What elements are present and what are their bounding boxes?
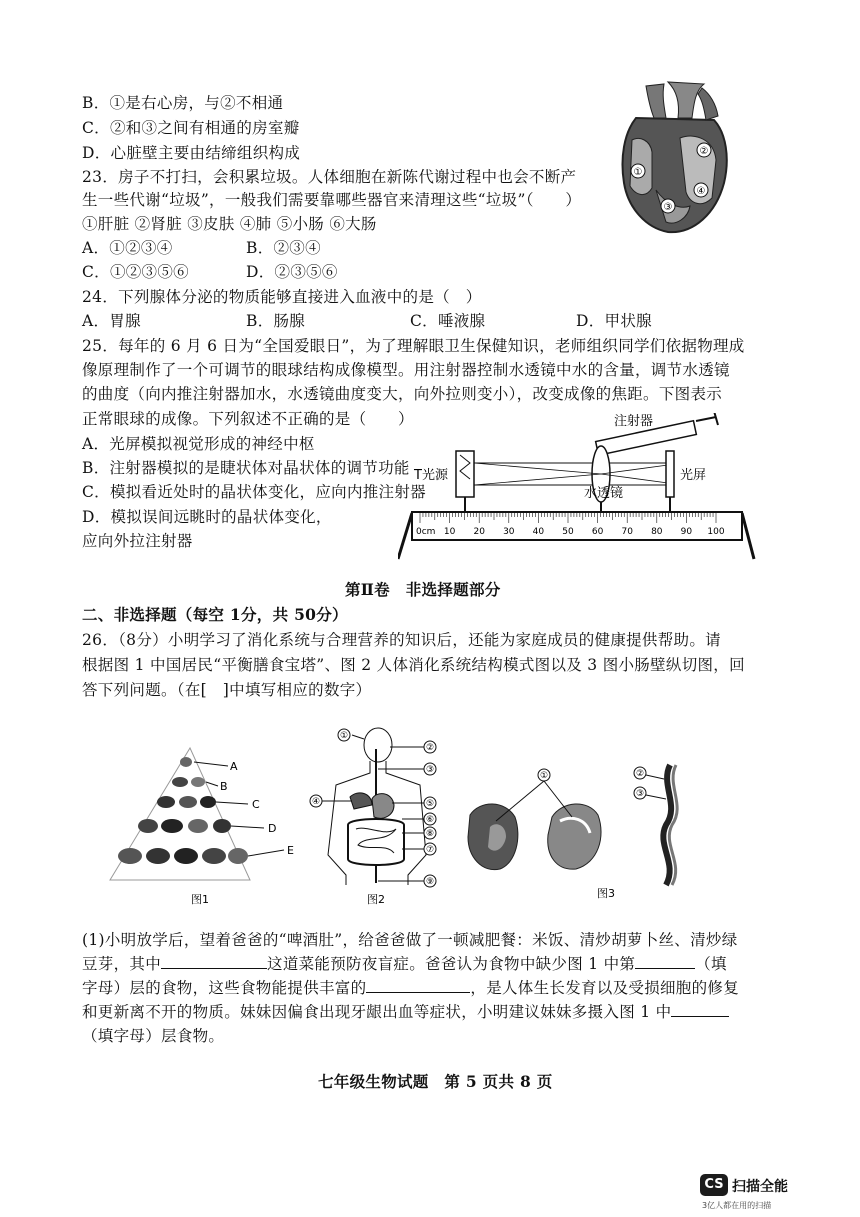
- ruler-label: 90: [680, 527, 693, 537]
- q26-sub1-line3-part2: ，是人体生长发育以及受损细胞的修复: [470, 979, 740, 997]
- q23-option-a: A．①②③④: [82, 239, 173, 257]
- intestine-wall-figure: [460, 745, 710, 910]
- q23-option-c: C．①②③⑤⑥: [82, 263, 189, 281]
- q25-option-d-line2: 应向外拉注射器: [82, 532, 193, 550]
- q22-option-c: C．②和③之间有相通的房室瓣: [82, 119, 300, 137]
- q22-option-d: D．心脏壁主要由结缔组织构成: [82, 144, 301, 162]
- pyramid-label-c: C: [252, 798, 260, 811]
- heart-label-1: ①: [633, 167, 643, 178]
- scanner-app-tagline: 3亿人都在用的扫描: [702, 1201, 772, 1210]
- scanner-logo-badge: CS: [700, 1174, 728, 1196]
- scanner-app-name: 扫描全能: [732, 1179, 788, 1195]
- fig2-label-6: ⑥: [425, 815, 435, 825]
- q22-option-b: B．①是右心房，与②不相通: [82, 94, 284, 112]
- fig2-label-9: ⑨: [425, 877, 435, 887]
- fig1-caption: 图1: [191, 893, 209, 906]
- q26-sub1-line4: [82, 1002, 729, 1022]
- pyramid-label-b: B: [220, 780, 228, 793]
- fig3-caption: 图3: [597, 887, 615, 900]
- q26-sub1-line1: (1)小明放学后，望着爸爸的“啤酒肚”，给爸爸做了一顿减肥餐：米饭、清炒胡萝卜丝、清炒绿: [82, 931, 738, 949]
- q26-stem-line3: 答下列问题。（在[ ]中填写相应的数字）: [82, 681, 372, 699]
- q23-option-d: D．②③⑤⑥: [246, 263, 338, 281]
- fig2-label-2: ②: [425, 743, 435, 753]
- q23-stem-line2: 生一些代谢“垃圾”，一般我们需要靠哪些器官来清理这些“垃圾”（ ）: [82, 191, 582, 209]
- ruler-label: 80: [651, 527, 663, 537]
- ruler-label: 40: [532, 527, 545, 537]
- eye-model-figure: [398, 413, 756, 561]
- q26-sub1-line3-part1: 字母）层的食物，这些食物能提供丰富的: [82, 979, 367, 997]
- ruler-label: 100: [707, 527, 725, 537]
- fig2-label-5: ⑤: [425, 799, 435, 809]
- q23-option-b: B．②③④: [246, 239, 321, 257]
- answer-blank-layer[interactable]: [635, 954, 695, 969]
- fig2-label-3: ③: [425, 765, 435, 775]
- section2-heading: 二、非选择题（每空 1分，共 50分）: [82, 605, 348, 624]
- ruler-label: 20: [473, 527, 485, 537]
- pyramid-label-e: E: [287, 844, 294, 857]
- food-pyramid-figure: [100, 740, 310, 910]
- pyramid-label-a: A: [230, 760, 238, 773]
- q24-option-d: D．甲状腺: [576, 312, 652, 330]
- answer-blank-vegetable[interactable]: [161, 954, 267, 969]
- q24-option-a: A．胃腺: [82, 312, 141, 330]
- fig2-label-4: ④: [311, 797, 321, 807]
- q26-stem-line1: 26．（8分）小明学习了消化系统与合理营养的知识后，还能为家庭成员的健康提供帮助。请: [82, 631, 721, 649]
- q25-option-d-line1: D．模拟误间远眺时的晶状体变化，: [82, 508, 332, 526]
- heart-label-2: ②: [699, 146, 709, 157]
- q25-option-a: A．光屏模拟视觉形成的神经中枢: [82, 435, 315, 453]
- answer-blank-layer-2[interactable]: [671, 1002, 729, 1017]
- fig3-label-1-left: ①: [539, 771, 549, 781]
- q25-stem-line1: 25．每年的 6 月 6 日为“全国爱眼日”，为了理解眼卫生保健知识，老师组织同学们依据物理成: [82, 337, 745, 355]
- pyramid-label-d: D: [268, 822, 277, 835]
- q23-items: ①肝脏 ②肾脏 ③皮肤 ④肺 ⑤小肠 ⑥大肠: [82, 215, 377, 233]
- syringe-label: 注射器: [614, 414, 654, 429]
- q26-sub1-line2-part1: 豆芽，其中: [82, 955, 162, 973]
- heart-figure: [606, 78, 732, 236]
- answer-blank-nutrient[interactable]: [366, 978, 470, 993]
- q25-option-b: B．注射器模拟的是睫状体对晶状体的调节功能: [82, 459, 410, 477]
- q26-sub1-line2-part3: （填: [695, 955, 727, 973]
- ruler-label: 0cm: [416, 527, 436, 537]
- digestive-system-figure: [306, 725, 446, 910]
- water-lens-label: 水透镜: [584, 486, 624, 501]
- page-footer: 七年级生物试题 第 5 页共 8 页: [318, 1072, 553, 1091]
- q24-option-c: C．唾液腺: [410, 312, 486, 330]
- fig2-label-1: ①: [339, 731, 349, 741]
- section2-title: 第Ⅱ卷 非选择题部分: [345, 580, 501, 599]
- q23-stem-line1: 23．房子不打扫，会积累垃圾。人体细胞在新陈代谢过程中也会不断产: [82, 168, 577, 186]
- fig3-label-2: ②: [635, 769, 645, 779]
- q24-stem: 24．下列腺体分泌的物质能够直接进入血液中的是（ ）: [82, 288, 482, 306]
- heart-label-3: ③: [663, 202, 673, 213]
- fig3-label-3: ③: [635, 789, 645, 799]
- q26-sub1-line4-text: 和更新离不开的物质。妹妹因偏食出现牙龈出血等症状，小明建议妹妹多摄入图 1 中: [82, 1003, 672, 1021]
- q25-stem-line2: 像原理制作了一个可调节的眼球结构成像模型。用注射器控制水透镜中水的含量，调节水透镜: [82, 361, 730, 379]
- q25-stem-line3: 的曲度（向内推注射器加水，水透镜曲度变大，向外拉则变小），改变成像的焦距。下图表示: [82, 385, 723, 403]
- q26-sub1-line2: [82, 954, 727, 974]
- q26-sub1-line2-part2: 这道菜能预防夜盲症。爸爸认为食物中缺少图 1 中第: [267, 955, 636, 973]
- fig2-label-8: ⑧: [425, 829, 435, 839]
- q26-sub1-line3: [82, 978, 739, 998]
- q26-stem-line2: 根据图 1 中国居民“平衡膳食宝塔”、图 2 人体消化系统结构模式图以及 3 图小肠壁纵切图，回: [82, 656, 745, 674]
- q26-sub1-line5: （填字母）层食物。: [82, 1027, 225, 1045]
- q24-option-b: B．肠腺: [246, 312, 306, 330]
- ruler-label: 50: [562, 527, 574, 537]
- fig2-caption: 图2: [367, 893, 385, 906]
- q25-stem-line4: 正常眼球的成像。下列叙述不正确的是（ ）: [82, 410, 414, 428]
- ruler-label: 70: [621, 527, 633, 537]
- screen-label: 光屏: [680, 468, 707, 483]
- ruler-label: 30: [503, 527, 515, 537]
- ruler-label: 10: [443, 527, 456, 537]
- heart-label-4: ④: [696, 186, 706, 197]
- fig2-label-7: ⑦: [425, 845, 435, 855]
- light-source-label: T光源: [414, 468, 448, 483]
- q25-option-c: C．模拟看近处时的晶状体变化，应向内推注射器: [82, 483, 426, 501]
- ruler-label: 60: [591, 527, 604, 537]
